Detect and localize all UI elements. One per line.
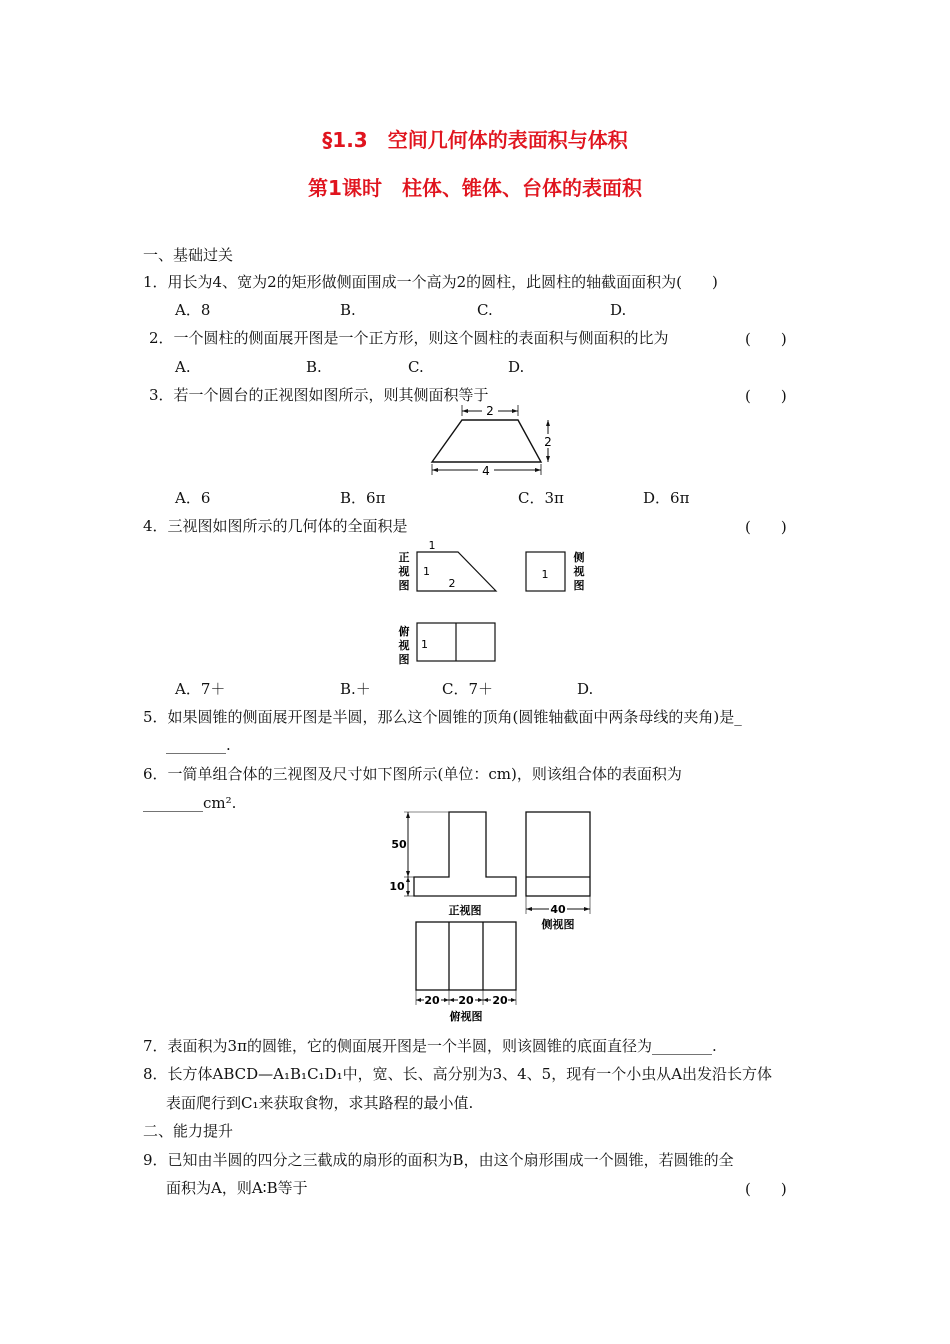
q1-option-a: A．8: [175, 301, 211, 319]
q3-option-d: D．6π: [643, 489, 690, 507]
dim-height: 2: [544, 435, 552, 449]
front-top-dim: 1: [428, 539, 436, 552]
question-9-line-1: 9．已知由半圆的四分之三截成的扇形的面积为B，由这个扇形围成一个圆锥，若圆锥的全: [143, 1151, 734, 1169]
question-6-line-2: ________cm².: [143, 794, 237, 812]
q4-option-b: B.＋: [340, 680, 371, 698]
page-subtitle: 第1课时 柱体、锥体、台体的表面积: [308, 176, 642, 200]
q4-answer-paren: ( ): [745, 518, 787, 536]
question-1-text: 1．用长为4、宽为2的矩形做侧面围成一个高为2的圆柱，此圆柱的轴截面面积为( ): [143, 273, 718, 291]
front-bottom-dim: 2: [448, 577, 456, 590]
question-8-line-2: 表面爬行到C₁来获取食物，求其路程的最小值.: [166, 1094, 474, 1112]
frustum-front-view-figure: [420, 402, 560, 478]
question-9-line-2: 面积为A，则A∶B等于: [166, 1179, 308, 1197]
dim-20-a: 20: [424, 994, 440, 1007]
dim-10: 10: [389, 880, 405, 893]
q2-option-b: B.: [306, 358, 322, 376]
section-heading-basic: 一、基础过关: [143, 246, 234, 264]
q1-option-c: C.: [477, 301, 493, 319]
three-views-figure-q4: [390, 538, 600, 666]
front-label-2: 视: [398, 565, 410, 578]
q9-answer-paren: ( ): [745, 1180, 787, 1198]
q4-option-d: D.: [577, 680, 594, 698]
q3-answer-paren: ( ): [745, 387, 787, 405]
three-views-figure-q6: [380, 805, 610, 1028]
side-view-shape: [526, 812, 590, 896]
side-dim: 1: [541, 568, 549, 581]
trapezoid-shape: [432, 420, 541, 462]
dim-top: 2: [486, 404, 494, 418]
dim-bottom: 4: [482, 464, 490, 478]
front-view-t-shape: [414, 812, 516, 896]
front-label-1: 正: [398, 551, 410, 564]
dim-40: 40: [550, 903, 566, 916]
question-4-text: 4．三视图如图所示的几何体的全面积是: [143, 517, 408, 535]
front-view-caption: 正视图: [448, 904, 482, 917]
q4-option-a: A．7＋: [175, 680, 226, 698]
q2-option-d: D.: [508, 358, 525, 376]
q2-option-c: C.: [408, 358, 424, 376]
question-8-line-1: 8．长方体ABCD—A₁B₁C₁D₁中，宽、长、高分别为3、4、5，现有一个小虫从A出发沿长方体: [143, 1065, 773, 1083]
page-title: §1.3 空间几何体的表面积与体积: [322, 128, 628, 152]
question-5-line-2: ________.: [166, 736, 231, 754]
q1-option-d: D.: [610, 301, 627, 319]
top-view-shape: [416, 922, 516, 990]
question-3-text: 3．若一个圆台的正视图如图所示，则其侧面积等于: [149, 386, 489, 404]
q2-option-a: A.: [175, 358, 191, 376]
front-label-3: 图: [398, 579, 410, 592]
dim-50: 50: [391, 838, 407, 851]
top-view-caption: 俯视图: [449, 1010, 483, 1023]
top-dim: 1: [421, 638, 428, 651]
question-2-text: 2．一个圆柱的侧面展开图是一个正方形，则这个圆柱的表面积与侧面积的比为: [149, 329, 669, 347]
q3-option-c: C．3π: [518, 489, 564, 507]
side-label-2: 视: [573, 565, 585, 578]
top-label-2: 视: [398, 639, 410, 652]
side-view-caption: 侧视图: [541, 918, 575, 931]
q4-option-c: C．7＋: [442, 680, 494, 698]
q3-option-b: B．6π: [340, 489, 386, 507]
side-label-3: 图: [573, 579, 585, 592]
question-5-line-1: 5．如果圆锥的侧面展开图是半圆，那么这个圆锥的顶角(圆锥轴截面中两条母线的夹角)是_: [143, 708, 742, 726]
q2-answer-paren: ( ): [745, 330, 787, 348]
q1-option-b: B.: [340, 301, 356, 319]
dim-20-b: 20: [458, 994, 474, 1007]
question-7-text: 7．表面积为3π的圆锥，它的侧面展开图是一个半圆，则该圆锥的底面直径为________.: [143, 1037, 717, 1055]
dim-20-c: 20: [492, 994, 508, 1007]
question-6-line-1: 6．一简单组合体的三视图及尺寸如下图所示(单位：cm)，则该组合体的表面积为: [143, 765, 682, 783]
top-label-1: 俯: [398, 625, 410, 638]
q3-option-a: A．6: [175, 489, 211, 507]
side-label-1: 侧: [573, 551, 585, 564]
section-heading-advanced: 二、能力提升: [143, 1122, 234, 1140]
top-label-3: 图: [398, 653, 410, 666]
front-left-dim: 1: [423, 565, 430, 578]
